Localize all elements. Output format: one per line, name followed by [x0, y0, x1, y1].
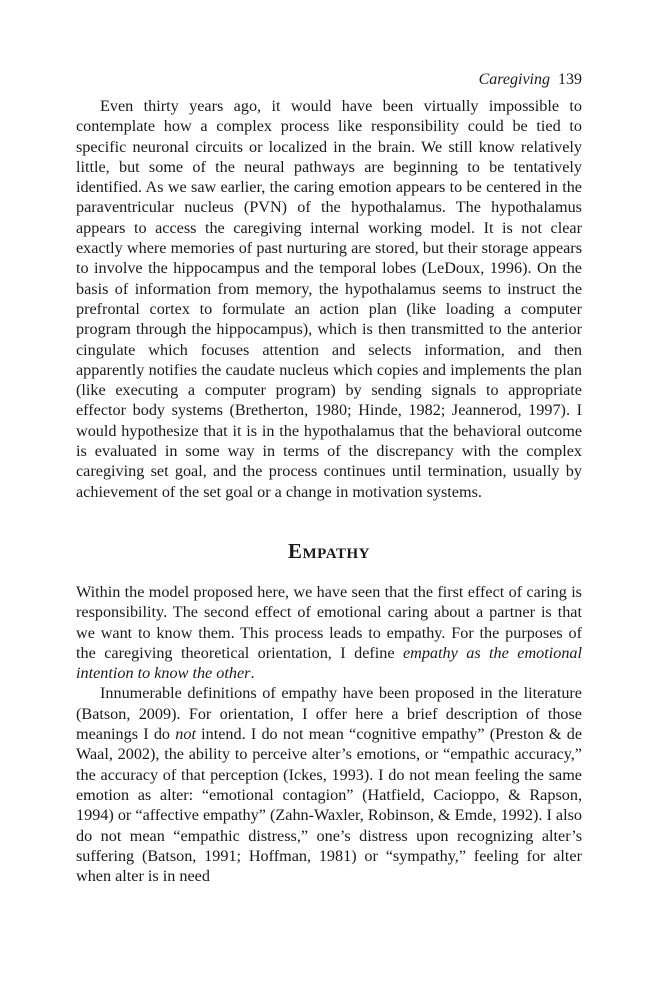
paragraph-end: .	[250, 664, 255, 683]
section-heading-empathy: Empathy	[288, 538, 370, 563]
page-number: 139	[558, 71, 582, 88]
running-head	[76, 70, 582, 90]
paragraph-text-before: Innumerable definitions of empathy have been proposed in the literature (Batson, 2009). For orientation, I offer here a brief description of those meanings I do	[76, 684, 582, 744]
paragraph-text: Within the model proposed here, we have seen that the first effect of caring is responsibility. The second effect of emotional caring about a partner is that we want to know them. This process leads to empathy. For the purposes of the caregiving theoretical orientation, I define	[76, 582, 582, 662]
not-emphasis: not	[175, 725, 196, 744]
paragraph-text-after: intend. I do not mean “cognitive empathy” (Preston & de Waal, 2002), the ability to perceive alter’s emotions, or “empathic accuracy,” the accuracy of that perception (Ickes, 1993). I do not mean feeling the same emotion as alter: “emotional contagion” (Hatfield, Cacioppo, & Rapson, 1994) or “affective empathy” (Zahn-Waxler, Robinson, & Emde, 1992). I also do not mean “empathic distress,” one’s distress upon recognizing alter’s suffering (Batson, 1991; Hoffman, 1981) or “sympathy,” feeling for alter when alter is in need	[76, 725, 582, 886]
running-head-title: Caregiving	[478, 71, 550, 88]
body-paragraph-responsibility: Even thirty years ago, it would have been virtually impossible to contemplate how a complex process like responsibility could be tied to specific neuronal circuits or localized in the brain. We still know relatively little, but some of the neural pathways are beginning to be tentatively identified. As we saw earlier, the caring emotion appears to be centered in the paraventricular nucleus (PVN) of the hypothalamus. The hypothalamus appears to access the caregiving internal working model. It is not clear exactly where memories of past nurturing are stored, but their storage appears to involve the hippocampus and the temporal lobes (LeDoux, 1996). On the basis of information from memory, the hypothalamus seems to instruct the prefrontal cortex to formulate an action plan (like loading a computer program through the hippocampus), which is then transmitted to the anterior cingulate which focuses attention and selects information, and then apparently notifies the caudate nucleus which copies and implements the plan (like executing a computer program) by sending signals to appropriate effector body systems (Bretherton, 1980; Hinde, 1982; Jeannerod, 1997). I would hypothesize that it is in the hypothalamus that the behavioral outcome is evaluated in some way in terms of the discrepancy with the complex caregiving set goal, and the process continues until termination, usually by achievement of the set goal or a change in motivation systems.	[76, 97, 582, 501]
body-paragraph-empathy-definition	[76, 582, 582, 683]
body-paragraph-empathy-meanings	[76, 683, 582, 886]
empathy-definition-emphasis: empathy as the emotional intention to know the other	[76, 643, 582, 683]
book-page	[76, 70, 582, 886]
